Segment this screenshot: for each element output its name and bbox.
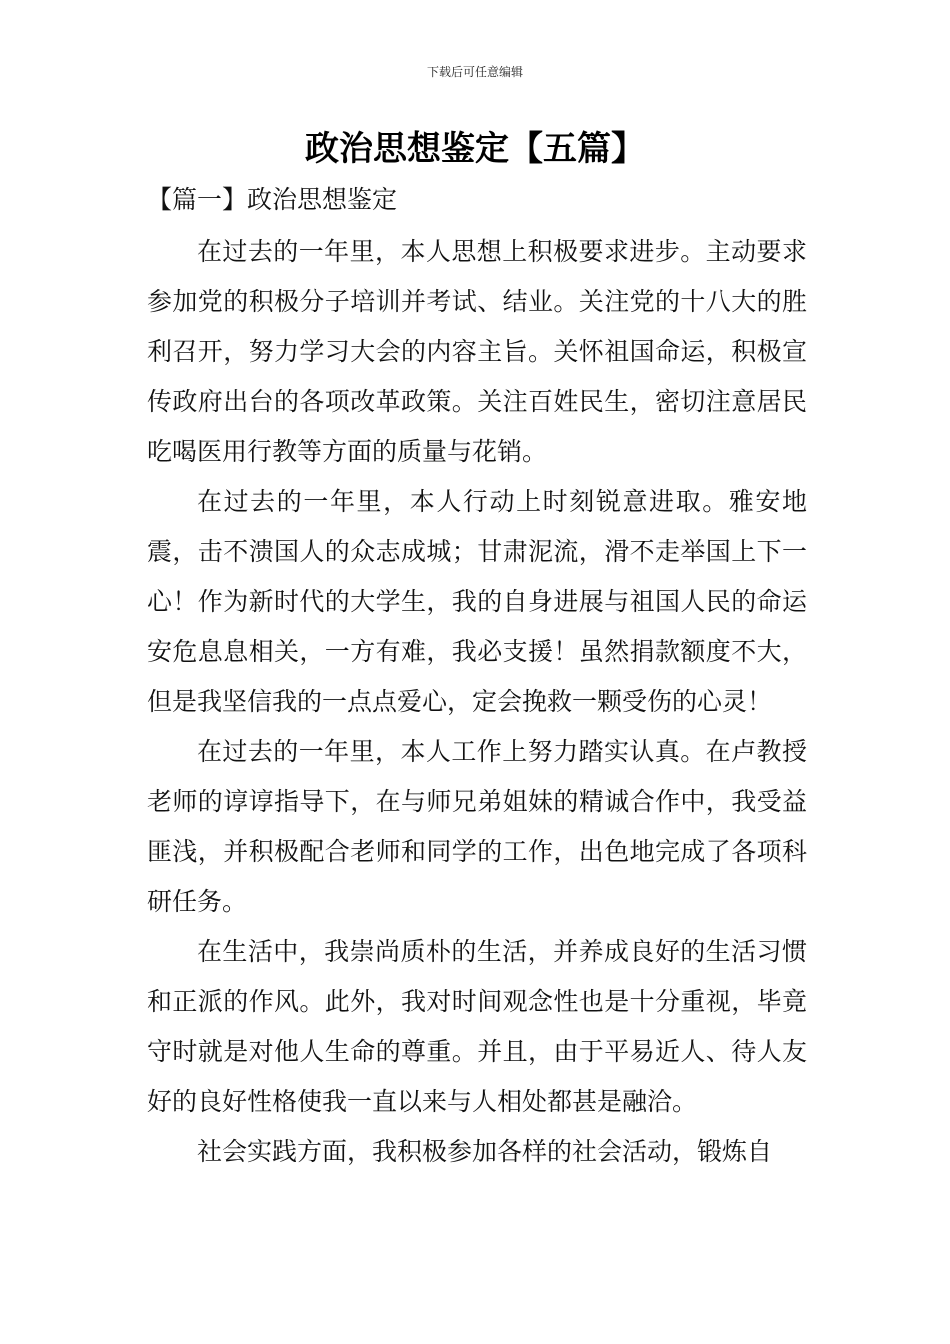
document-title: 政治思想鉴定【五篇】 <box>305 129 645 169</box>
paragraph-life: 在生活中，我崇尚质朴的生活，并养成良好的生活习惯和正派的作风。此外，我对时间观念性也是十分重视，毕竟守时就是对他人生命的尊重。并且，由于平易近人、待人友好的良好性格使我一直以来与人相处都甚是融洽。 <box>147 937 807 1116</box>
paragraph-action: 在过去的一年里，本人行动上时刻锐意进取。雅安地震，击不溃国人的众志成城；甘肃泥流，滑不走举国上下一心！作为新时代的大学生，我的自身进展与祖国人民的命运安危息息相关，一方有难，我必支援！虽然捐款额度不大，但是我坚信我的一点点爱心，定会挽救一颗受伤的心灵！ <box>147 487 807 716</box>
paragraph-work: 在过去的一年里，本人工作上努力踏实认真。在卢教授老师的谆谆指导下，在与师兄弟姐妹的精诚合作中，我受益匪浅，并积极配合老师和同学的工作，出色地完成了各项科研任务。 <box>147 737 807 916</box>
section-heading: 【篇一】政治思想鉴定 <box>147 185 398 214</box>
header-note: 下载后可任意编辑 <box>426 65 523 79</box>
paragraph-social-practice: 社会实践方面，我积极参加各样的社会活动，锻炼自 <box>197 1137 773 1166</box>
document-body <box>147 227 807 1177</box>
paragraph-thought: 在过去的一年里，本人思想上积极要求进步。主动要求参加党的积极分子培训并考试、结业。关注党的十八大的胜利召开，努力学习大会的内容主旨。关怀祖国命运，积极宣传政府出台的各项改革政策。关注百姓民生，密切注意居民吃喝医用行教等方面的质量与花销。 <box>147 237 807 466</box>
